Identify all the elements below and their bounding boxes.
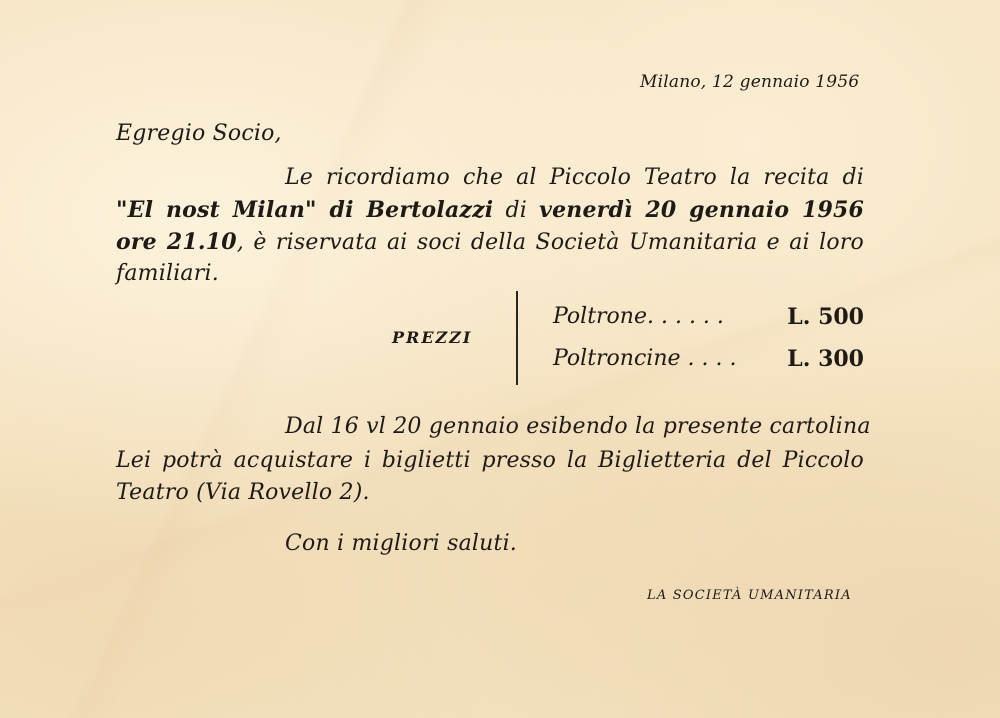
closing: Con i migliori saluti. (285, 531, 517, 556)
price-item-name: Poltroncine . . . . (553, 346, 737, 371)
prices-divider (516, 291, 518, 385)
play-title: "El nost Milan" di Bertolazzi (116, 197, 494, 223)
paragraph2-line2: Lei potrà acquistare i biglietti presso la Biglietteria del Piccolo (116, 448, 864, 473)
price-item-amount: L. 300 (787, 346, 864, 372)
signature: LA SOCIETÀ UMANITARIA (647, 588, 852, 603)
paragraph2-line1: Dal 16 vl 20 gennaio esibendo la presente cartolina (285, 414, 871, 439)
paragraph1-line2 (116, 197, 864, 223)
letter-date: Milano, 12 gennaio 1956 (640, 72, 860, 92)
paragraph1-line4: familiari. (116, 261, 219, 286)
greeting: Egregio Socio, (116, 121, 282, 146)
performance-time: ore 21.10 (116, 229, 237, 255)
connector-text: di (493, 198, 540, 223)
paragraph2-line3: Teatro (Via Rovello 2). (116, 480, 370, 505)
price-item-amount: L. 500 (787, 304, 864, 330)
paragraph1-line3 (116, 229, 864, 255)
price-item-name: Poltrone. . . . . . (553, 304, 724, 329)
reservation-text: , è riservata ai soci della Società Umanitaria e ai loro (236, 230, 864, 255)
performance-date: venerdì 20 gennaio 1956 (539, 197, 864, 223)
paragraph1-line1: Le ricordiamo che al Piccolo Teatro la recita di (285, 165, 864, 190)
prices-label: PREZZI (392, 328, 473, 347)
